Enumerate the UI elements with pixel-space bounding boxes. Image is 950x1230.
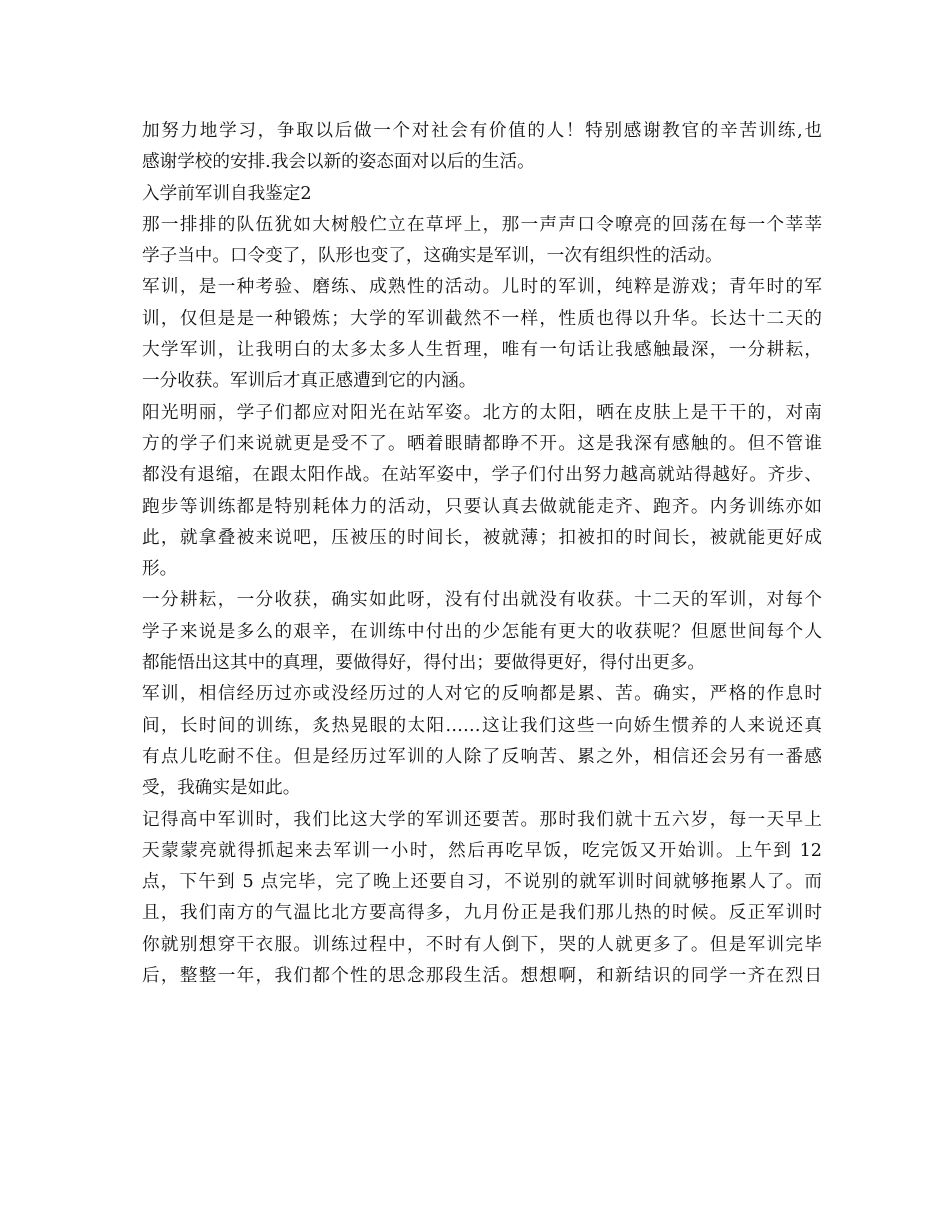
text-line: 跑步等训练都是特别耗体力的活动，只要认真去做就能走齐、跑齐。内务训练亦如 bbox=[142, 496, 822, 517]
text-line: 你就别想穿干衣服。训练过程中，不时有人倒下，哭的人就更多了。但是军训完毕 bbox=[142, 934, 822, 955]
text-line: 且，我们南方的气温比北方要高得多，九月份正是我们那儿热的时候。反正军训时 bbox=[142, 903, 822, 924]
text-line: 记得高中军训时，我们比这大学的军训还要苦。那时我们就十五六岁，每一天早上 bbox=[142, 809, 822, 830]
text-line: 一分收获。军训后才真正感遭到它的内涵。 bbox=[142, 371, 477, 392]
text-line: 后，整整一年，我们都个性的思念那段生活。想想啊，和新结识的同学一齐在烈日 bbox=[142, 966, 822, 987]
text-line: 军训，相信经历过亦或没经历过的人对它的反响都是累、苦。确实，严格的作息时 bbox=[142, 684, 822, 705]
text-line: 那一排排的队伍犹如大树般伫立在草坪上，那一声声口令嘹亮的回荡在每一个莘莘 bbox=[142, 214, 822, 235]
text-line: 受，我确实是如此。 bbox=[142, 778, 301, 799]
text-line: 加努力地学习，争取以后做一个对社会有价值的人！特别感谢教官的辛苦训练,也 bbox=[142, 121, 822, 141]
text-line: 形。 bbox=[142, 559, 178, 580]
text-line: 训，仅但是是一种锻炼；大学的军训截然不一样，性质也得以升华。长达十二天的 bbox=[142, 308, 822, 329]
text-line: 间，长时间的训练，炙热晃眼的太阳……这让我们这些一向娇生惯养的人来说还真 bbox=[142, 715, 822, 736]
text-line: 大学军训，让我明白的太多太多人生哲理，唯有一句话让我感触最深，一分耕耘， bbox=[142, 340, 822, 361]
text-line: 一分耕耘，一分收获，确实如此呀，没有付出就没有收获。十二天的军训，对每个 bbox=[142, 590, 822, 611]
text-line: 学子当中。口令变了，队形也变了，这确实是军训，一次有组织性的活动。 bbox=[142, 246, 723, 267]
text-line: 天蒙蒙亮就得抓起来去军训一小时，然后再吃早饭，吃完饭又开始训。上午到 12 bbox=[142, 840, 822, 861]
text-line: 都能悟出这其中的真理，要做得好，得付出；要做得更好，得付出更多。 bbox=[142, 653, 706, 674]
document-body bbox=[142, 116, 822, 992]
text-line: 感谢学校的安排.我会以新的姿态面对以后的生活。 bbox=[142, 152, 535, 173]
text-line: 都没有退缩，在跟太阳作战。在站军姿中，学子们付出努力越高就站得越好。齐步、 bbox=[142, 465, 822, 486]
text-line: 军训，是一种考验、磨练、成熟性的活动。儿时的军训，纯粹是游戏；青年时的军 bbox=[142, 277, 822, 298]
text-line: 点，下午到 5 点完毕，完了晚上还要自习，不说别的就军训时间就够拖累人了。而 bbox=[142, 872, 822, 893]
text-line: 此，就拿叠被来说吧，压被压的时间长，被就薄；扣被扣的时间长，被就能更好成 bbox=[142, 527, 822, 548]
text-line: 学子来说是多么的艰辛，在训练中付出的少怎能有更大的收获呢？但愿世间每个人 bbox=[142, 621, 822, 642]
text-line: 有点儿吃耐不住。但是经历过军训的人除了反响苦、累之外，相信还会另有一番感 bbox=[142, 746, 822, 767]
text-line: 阳光明丽，学子们都应对阳光在站军姿。北方的太阳，晒在皮肤上是干干的，对南 bbox=[142, 402, 822, 423]
text-line: 方的学子们来说就更是受不了。晒着眼睛都睁不开。这是我深有感触的。但不管谁 bbox=[142, 433, 822, 454]
section-heading: 入学前军训自我鉴定2 bbox=[142, 183, 312, 204]
